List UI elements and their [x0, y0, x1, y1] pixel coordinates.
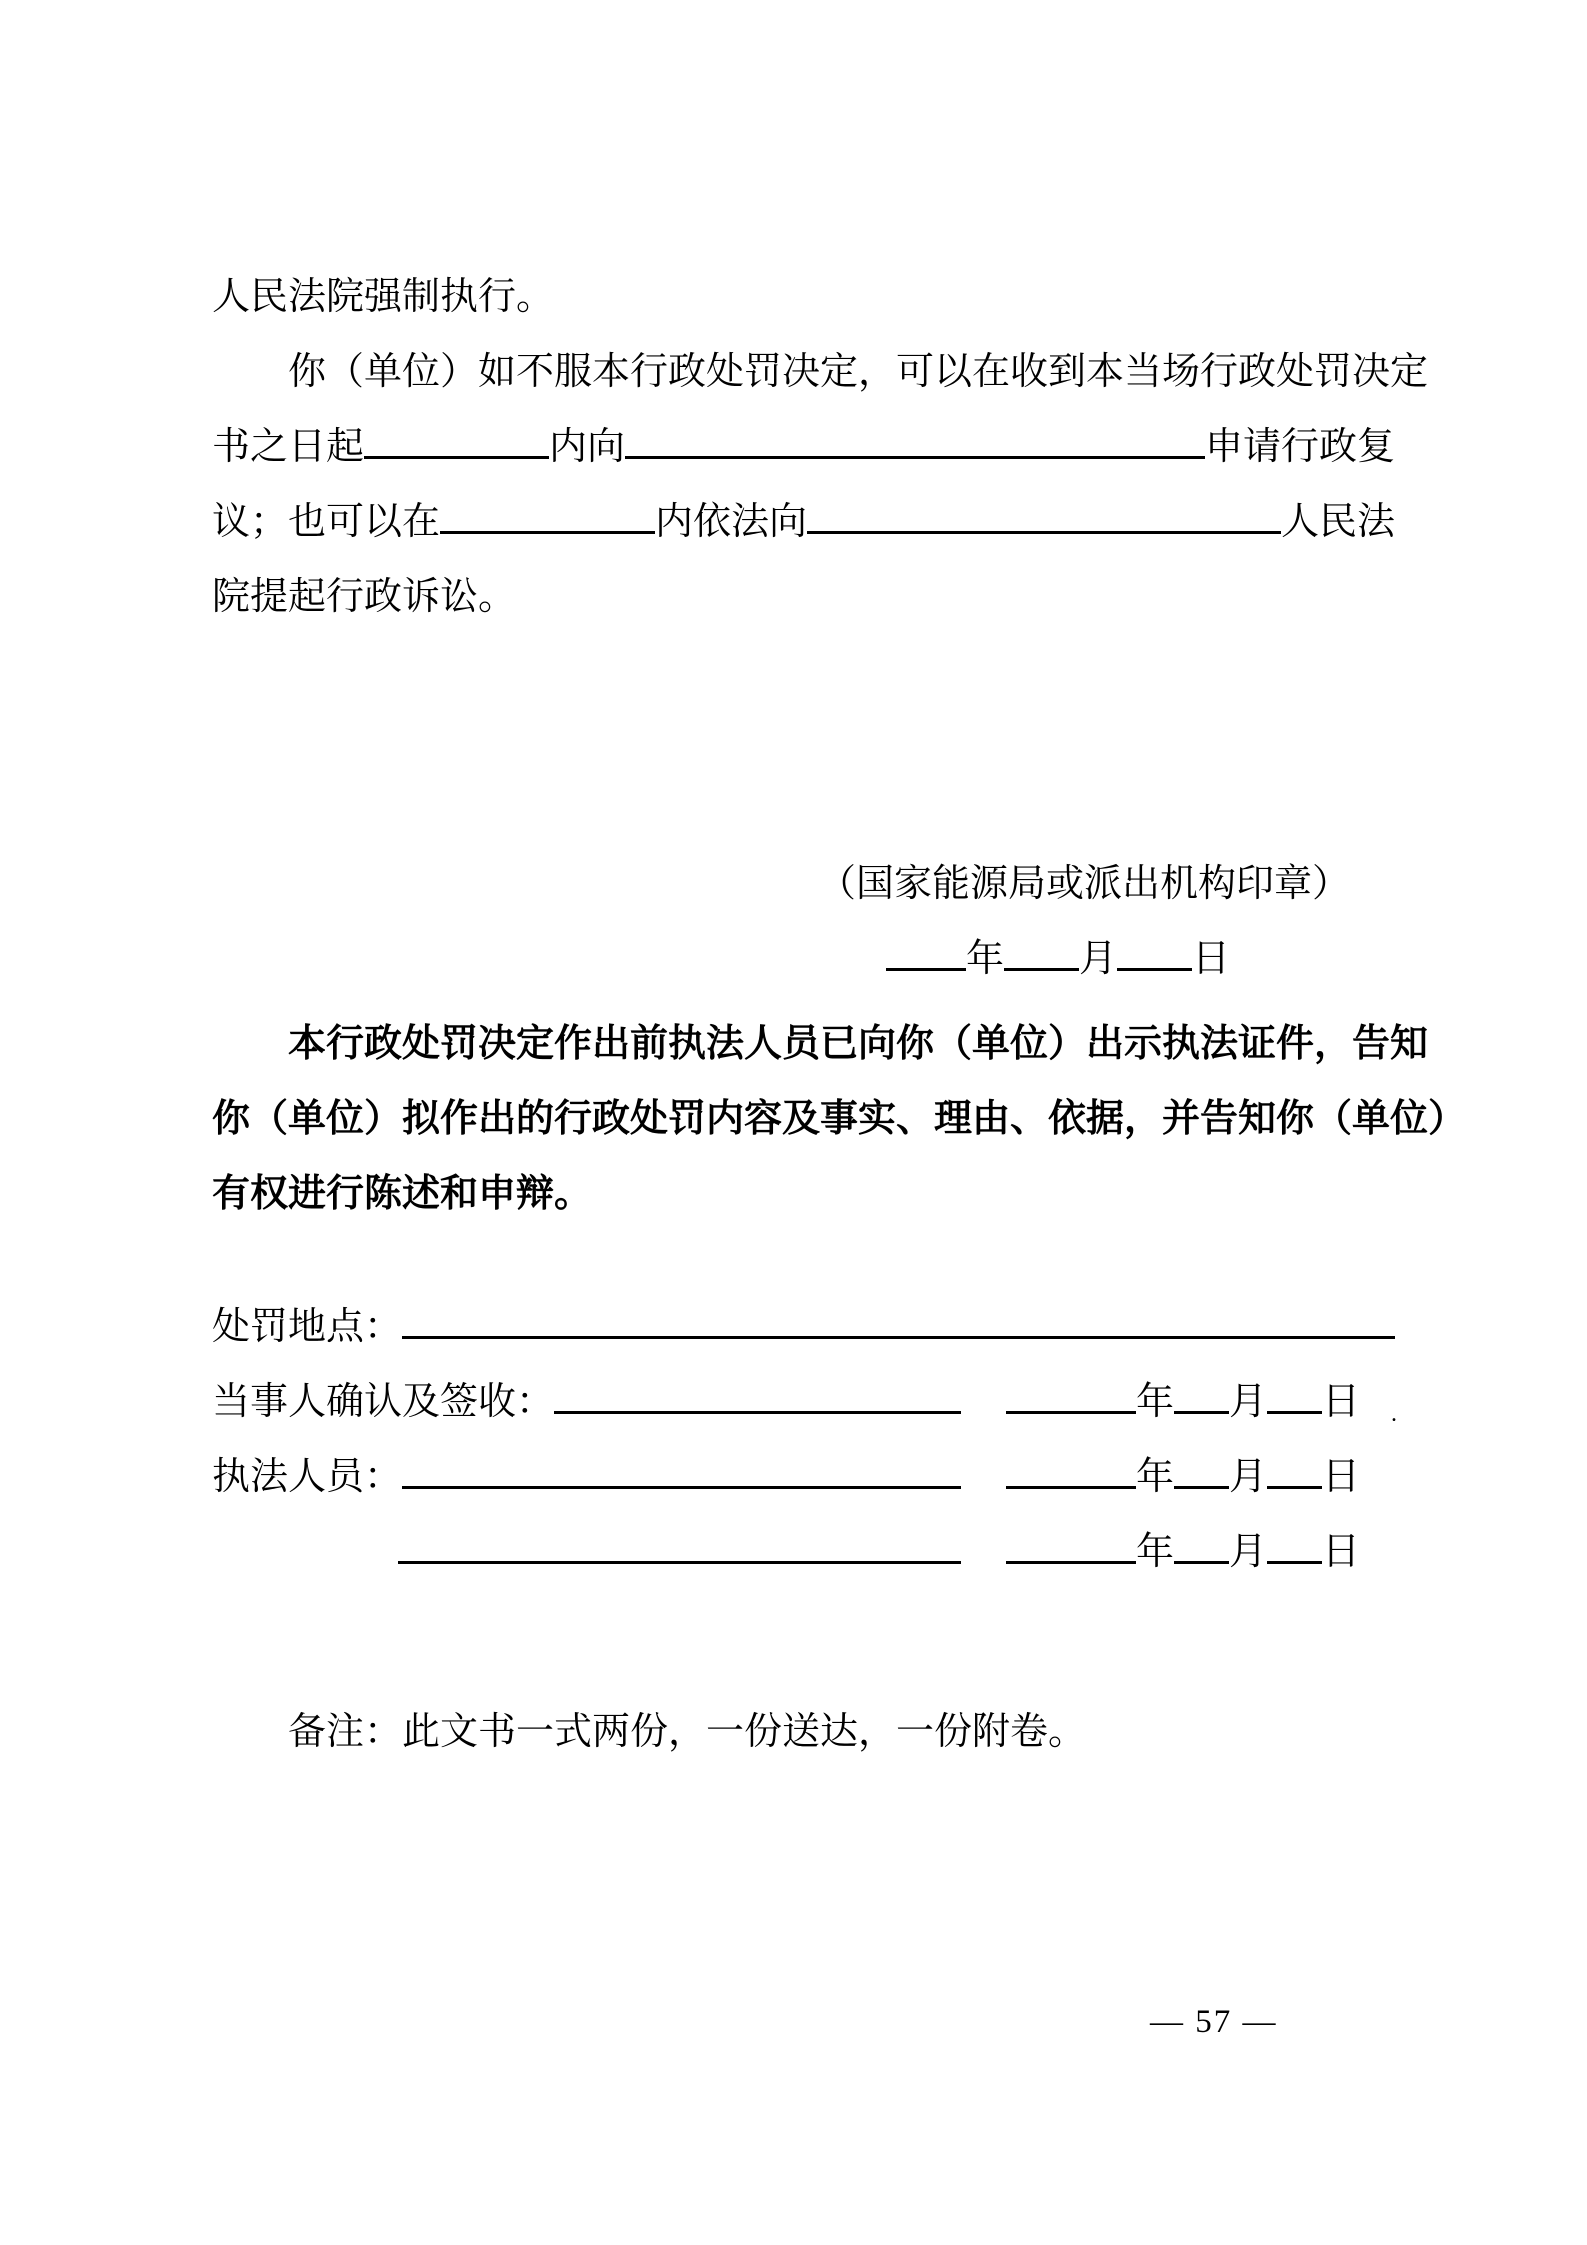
seal-caption — [212, 847, 1395, 922]
blank-court-name — [807, 531, 1281, 534]
blank-review-apply-period — [364, 456, 549, 459]
stray-period-mark: . — [1391, 1401, 1397, 1427]
field-officer-signature — [212, 1440, 1395, 1515]
seal-caption-text: （国家能源局或派出机构印章） — [817, 863, 1350, 905]
officer2-month-label: 月 — [1228, 1531, 1267, 1573]
para-appeal-line1 — [212, 335, 1429, 410]
text-segment: 书之日起 — [212, 426, 365, 468]
notice-line3 — [212, 1157, 1395, 1232]
seal-day-label: 日 — [1191, 938, 1230, 980]
notice-paragraph — [212, 1007, 1467, 1232]
blank-seal-day — [1117, 968, 1192, 971]
blank-party-year — [1006, 1411, 1136, 1414]
para-appeal-line4 — [212, 560, 1395, 635]
blank-officer2-year — [1006, 1561, 1136, 1564]
signature-fields — [212, 1290, 1395, 1590]
blank-officer2-day — [1267, 1561, 1322, 1564]
text-segment: 人民法 — [1280, 501, 1395, 543]
field-party-signature — [212, 1365, 1395, 1440]
notice-line2 — [212, 1082, 1467, 1157]
blank-party-day — [1267, 1411, 1322, 1414]
blank-lawsuit-period — [440, 531, 655, 534]
blank-officer-day — [1267, 1486, 1322, 1489]
blank-officer-month — [1174, 1486, 1229, 1489]
blank-seal-year — [886, 968, 966, 971]
blank-party-month — [1174, 1411, 1229, 1414]
seal-date-line — [212, 922, 1395, 997]
text-segment: 内向 — [549, 426, 626, 468]
officer2-year-label: 年 — [1135, 1531, 1174, 1573]
officer-signature-label: 执法人员： — [212, 1456, 403, 1498]
text-segment: 议；也可以在 — [212, 501, 441, 543]
blank-officer2-month — [1174, 1561, 1229, 1564]
text-segment: 申请行政复 — [1204, 426, 1395, 468]
seal-month-label: 月 — [1078, 938, 1117, 980]
page-number-text: — 57 — — [1150, 2004, 1278, 2040]
page-number — [1150, 2000, 1278, 2045]
para-enforcement-text: 人民法院强制执行。 — [212, 276, 555, 318]
blank-officer-year — [1006, 1486, 1136, 1489]
para-enforcement — [212, 260, 1395, 335]
blank-review-organ — [625, 456, 1205, 459]
notice-line2-text: 你（单位）拟作出的行政处罚内容及事实、理由、依据，并告知你（单位） — [212, 1098, 1467, 1140]
notice-line1 — [212, 1007, 1429, 1082]
party-month-label: 月 — [1228, 1381, 1267, 1423]
blank-party-signature — [554, 1411, 961, 1414]
blank-seal-month — [1004, 968, 1079, 971]
para-appeal-line3 — [212, 485, 1395, 560]
field-penalty-location — [212, 1290, 1395, 1365]
blank-penalty-location — [402, 1336, 1395, 1339]
seal-year-label: 年 — [965, 938, 1004, 980]
party-signature-label: 当事人确认及签收： — [212, 1381, 555, 1423]
para-appeal-line4-text: 院提起行政诉讼。 — [212, 576, 517, 618]
officer-month-label: 月 — [1228, 1456, 1267, 1498]
remark-line — [212, 1695, 1395, 1770]
officer-day-label: 日 — [1321, 1456, 1360, 1498]
notice-line1-text: 本行政处罚决定作出前执法人员已向你（单位）出示执法证件，告知 — [288, 1023, 1429, 1065]
blank-officer-signature-2 — [398, 1561, 961, 1564]
text-segment: 内依法向 — [655, 501, 808, 543]
field-officer-signature-2 — [212, 1515, 1395, 1590]
para-appeal-line1-text: 你（单位）如不服本行政处罚决定，可以在收到本当场行政处罚决定 — [288, 351, 1429, 393]
officer2-day-label: 日 — [1321, 1531, 1360, 1573]
party-day-label: 日 — [1321, 1381, 1360, 1423]
para-appeal-line2 — [212, 410, 1395, 485]
penalty-location-label: 处罚地点： — [212, 1306, 403, 1348]
party-year-label: 年 — [1135, 1381, 1174, 1423]
officer-year-label: 年 — [1135, 1456, 1174, 1498]
remark-text: 备注：此文书一式两份，一份送达，一份附卷。 — [288, 1711, 1087, 1753]
notice-line3-text: 有权进行陈述和申辩。 — [212, 1173, 593, 1215]
blank-officer-signature — [402, 1486, 961, 1489]
